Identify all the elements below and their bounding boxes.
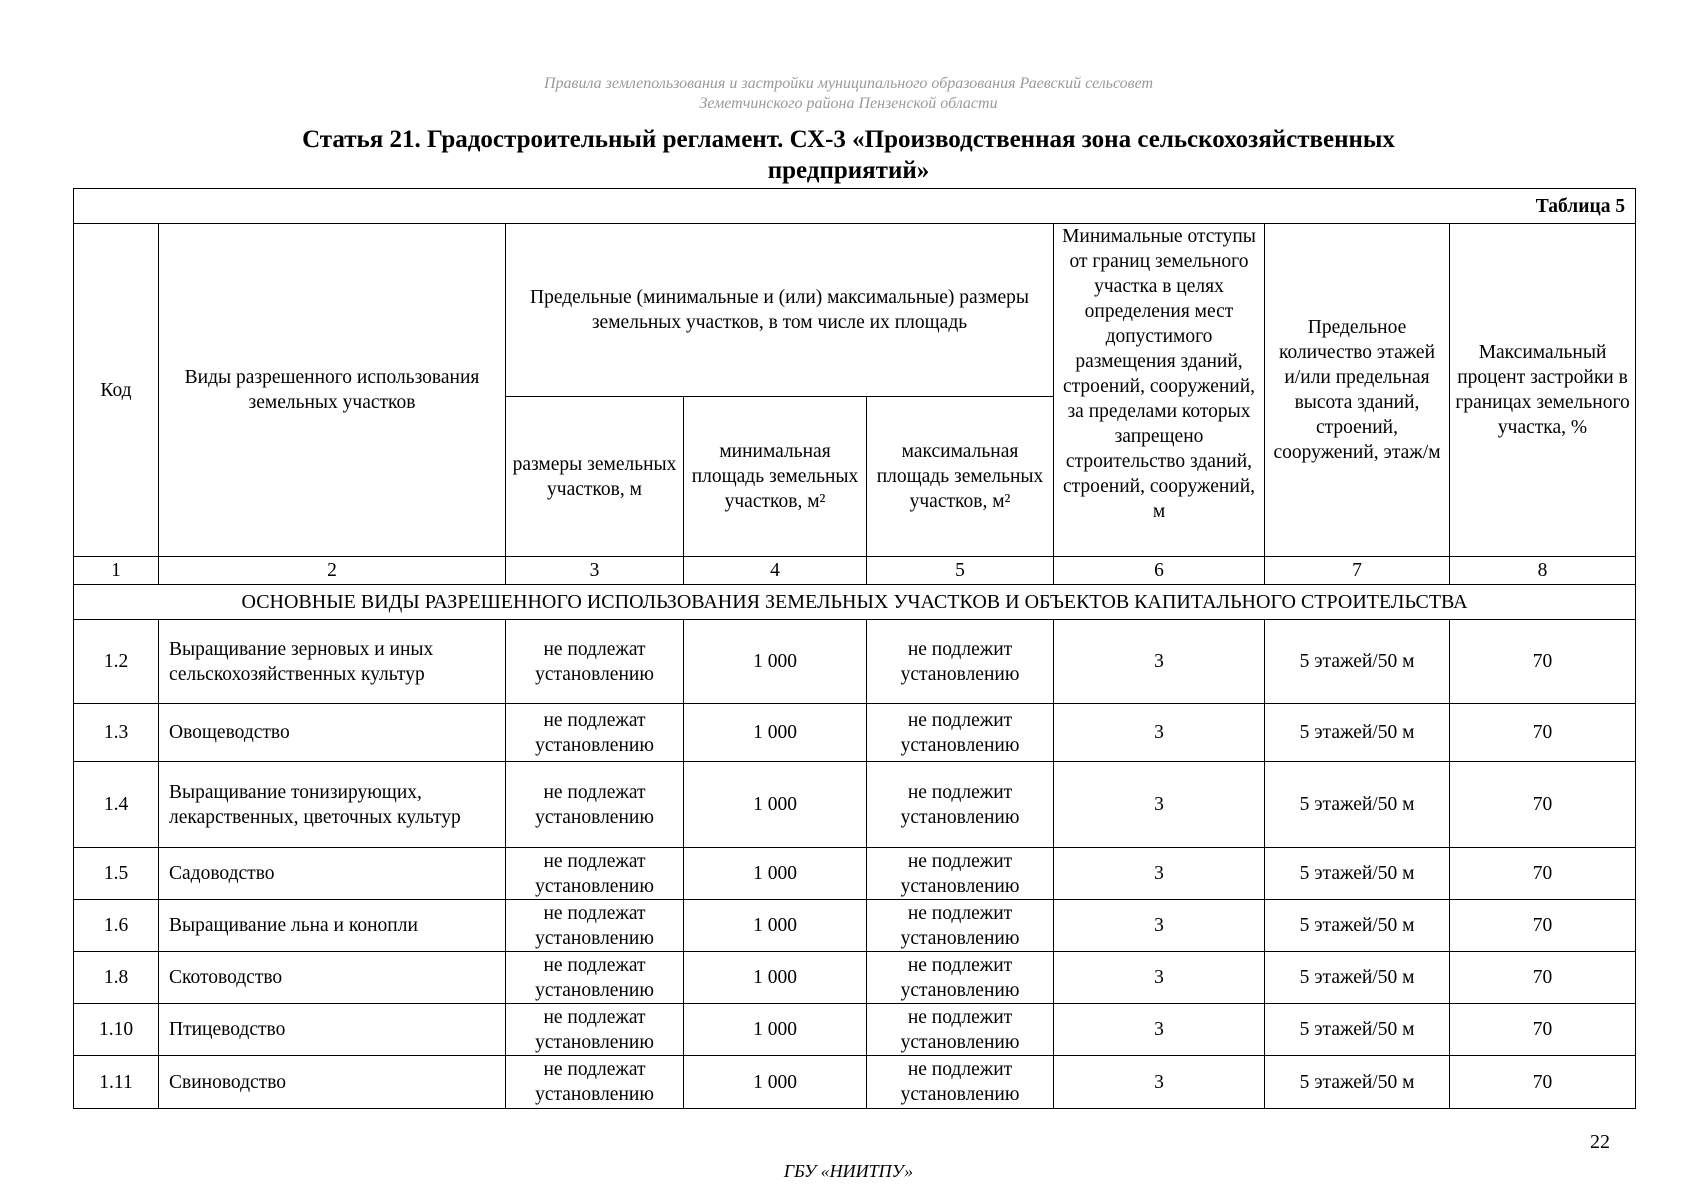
row-code: 1.3 [74,704,159,762]
plot-size-value: не подлежат установлению [506,620,684,704]
column-number: 5 [867,557,1054,585]
setback-value: 3 [1054,900,1265,952]
floors-value: 5 этажей/50 м [1265,620,1450,704]
footer-organization: ГБУ «НИИТПУ» [783,1161,914,1181]
coverage-value: 70 [1450,620,1636,704]
coverage-value: 70 [1450,848,1636,900]
floors-value: 5 этажей/50 м [1265,900,1450,952]
column-number: 8 [1450,557,1636,585]
header-min-area: минимальная площадь земельных участков, м² [684,397,867,557]
setback-value: 3 [1054,704,1265,762]
max-area-value: не подлежит установлению [867,952,1054,1004]
article-title-line1: Статья 21. Градостроительный регламент. СХ-3 «Производственная зона сельскохозяйственных [302,126,1395,153]
min-area-value: 1 000 [684,952,867,1004]
floors-value: 5 этажей/50 м [1265,1004,1450,1056]
table-row [74,1056,1636,1109]
floors-value: 5 этажей/50 м [1265,1056,1450,1109]
page-number: 22 [1590,1131,1610,1153]
column-number: 1 [74,557,159,585]
running-header-line2: Земетчинского района Пензенской области [699,95,998,112]
table-row [74,900,1636,952]
plot-size-value: не подлежат установлению [506,704,684,762]
column-number: 6 [1054,557,1265,585]
table-row [74,620,1636,704]
max-area-value: не подлежит установлению [867,1004,1054,1056]
row-code: 1.4 [74,762,159,848]
setback-value: 3 [1054,1056,1265,1109]
plot-size-value: не подлежат установлению [506,952,684,1004]
max-area-value: не подлежит установлению [867,900,1054,952]
row-code: 1.10 [74,1004,159,1056]
section-title: ОСНОВНЫЕ ВИДЫ РАЗРЕШЕННОГО ИСПОЛЬЗОВАНИЯ ЗЕМЕЛЬНЫХ УЧАСТКОВ И ОБЪЕКТОВ КАПИТАЛЬНОГО СТРОИТЕЛЬСТВА [74,585,1636,620]
setback-value: 3 [1054,762,1265,848]
row-code: 1.6 [74,900,159,952]
use-name: Выращивание льна и конопли [159,900,506,952]
coverage-value: 70 [1450,900,1636,952]
column-numbers-row [74,557,1636,585]
column-number: 2 [159,557,506,585]
table-row [74,952,1636,1004]
article-title-line2: предприятий» [767,157,930,184]
use-name: Птицеводство [159,1004,506,1056]
setback-value: 3 [1054,1004,1265,1056]
min-area-value: 1 000 [684,1056,867,1109]
use-name: Выращивание тонизирующих, лекарственных, цветочных культур [159,762,506,848]
floors-value: 5 этажей/50 м [1265,952,1450,1004]
max-area-value: не подлежит установлению [867,848,1054,900]
header-code: Код [74,224,159,557]
column-number: 3 [506,557,684,585]
max-area-value: не подлежит установлению [867,620,1054,704]
max-area-value: не подлежит установлению [867,704,1054,762]
coverage-value: 70 [1450,1056,1636,1109]
min-area-value: 1 000 [684,848,867,900]
header-floors: Предельное количество этажей и/или предельная высота зданий, строений, сооружений, этаж/м [1265,224,1450,557]
min-area-value: 1 000 [684,620,867,704]
setback-value: 3 [1054,848,1265,900]
running-header [0,74,1697,114]
plot-size-value: не подлежат установлению [506,848,684,900]
use-name: Садоводство [159,848,506,900]
floors-value: 5 этажей/50 м [1265,704,1450,762]
plot-size-value: не подлежат установлению [506,762,684,848]
table-row [74,1004,1636,1056]
header-max-area: максимальная площадь земельных участков, м² [867,397,1054,557]
column-number: 4 [684,557,867,585]
coverage-value: 70 [1450,1004,1636,1056]
setback-value: 3 [1054,952,1265,1004]
min-area-value: 1 000 [684,762,867,848]
row-code: 1.2 [74,620,159,704]
max-area-value: не подлежит установлению [867,762,1054,848]
setback-value: 3 [1054,620,1265,704]
header-coverage: Максимальный процент застройки в границах земельного участка, % [1450,224,1636,557]
min-area-value: 1 000 [684,1004,867,1056]
max-area-value: не подлежит установлению [867,1056,1054,1109]
use-name: Выращивание зерновых и иных сельскохозяйственных культур [159,620,506,704]
row-code: 1.11 [74,1056,159,1109]
row-code: 1.8 [74,952,159,1004]
use-name: Скотоводство [159,952,506,1004]
header-use-type: Виды разрешенного использования земельных участков [159,224,506,557]
coverage-value: 70 [1450,952,1636,1004]
table-label: Таблица 5 [74,189,1636,224]
header-plot-size: размеры земельных участков, м [506,397,684,557]
row-code: 1.5 [74,848,159,900]
min-area-value: 1 000 [684,704,867,762]
article-title [160,124,1537,186]
coverage-value: 70 [1450,762,1636,848]
floors-value: 5 этажей/50 м [1265,762,1450,848]
plot-size-value: не подлежат установлению [506,1004,684,1056]
plot-size-value: не подлежат установлению [506,900,684,952]
floors-value: 5 этажей/50 м [1265,848,1450,900]
use-name: Овощеводство [159,704,506,762]
use-name: Свиноводство [159,1056,506,1109]
table-row [74,704,1636,762]
plot-size-value: не подлежат установлению [506,1056,684,1109]
table-row [74,762,1636,848]
table-row [74,848,1636,900]
coverage-value: 70 [1450,704,1636,762]
header-setbacks: Минимальные отступы от границ земельного участка в целях определения мест допустимого размещения зданий, строений, сооружений, за пределами которых запрещено строительство зданий, строений, сооружений, м [1054,224,1265,557]
min-area-value: 1 000 [684,900,867,952]
regulation-table [73,188,1636,1109]
running-header-line1: Правила землепользования и застройки муниципального образования Раевский сельсовет [543,75,1154,92]
header-limits-group: Предельные (минимальные и (или) максимальные) размеры земельных участков, в том числе их площадь [506,224,1054,397]
column-number: 7 [1265,557,1450,585]
